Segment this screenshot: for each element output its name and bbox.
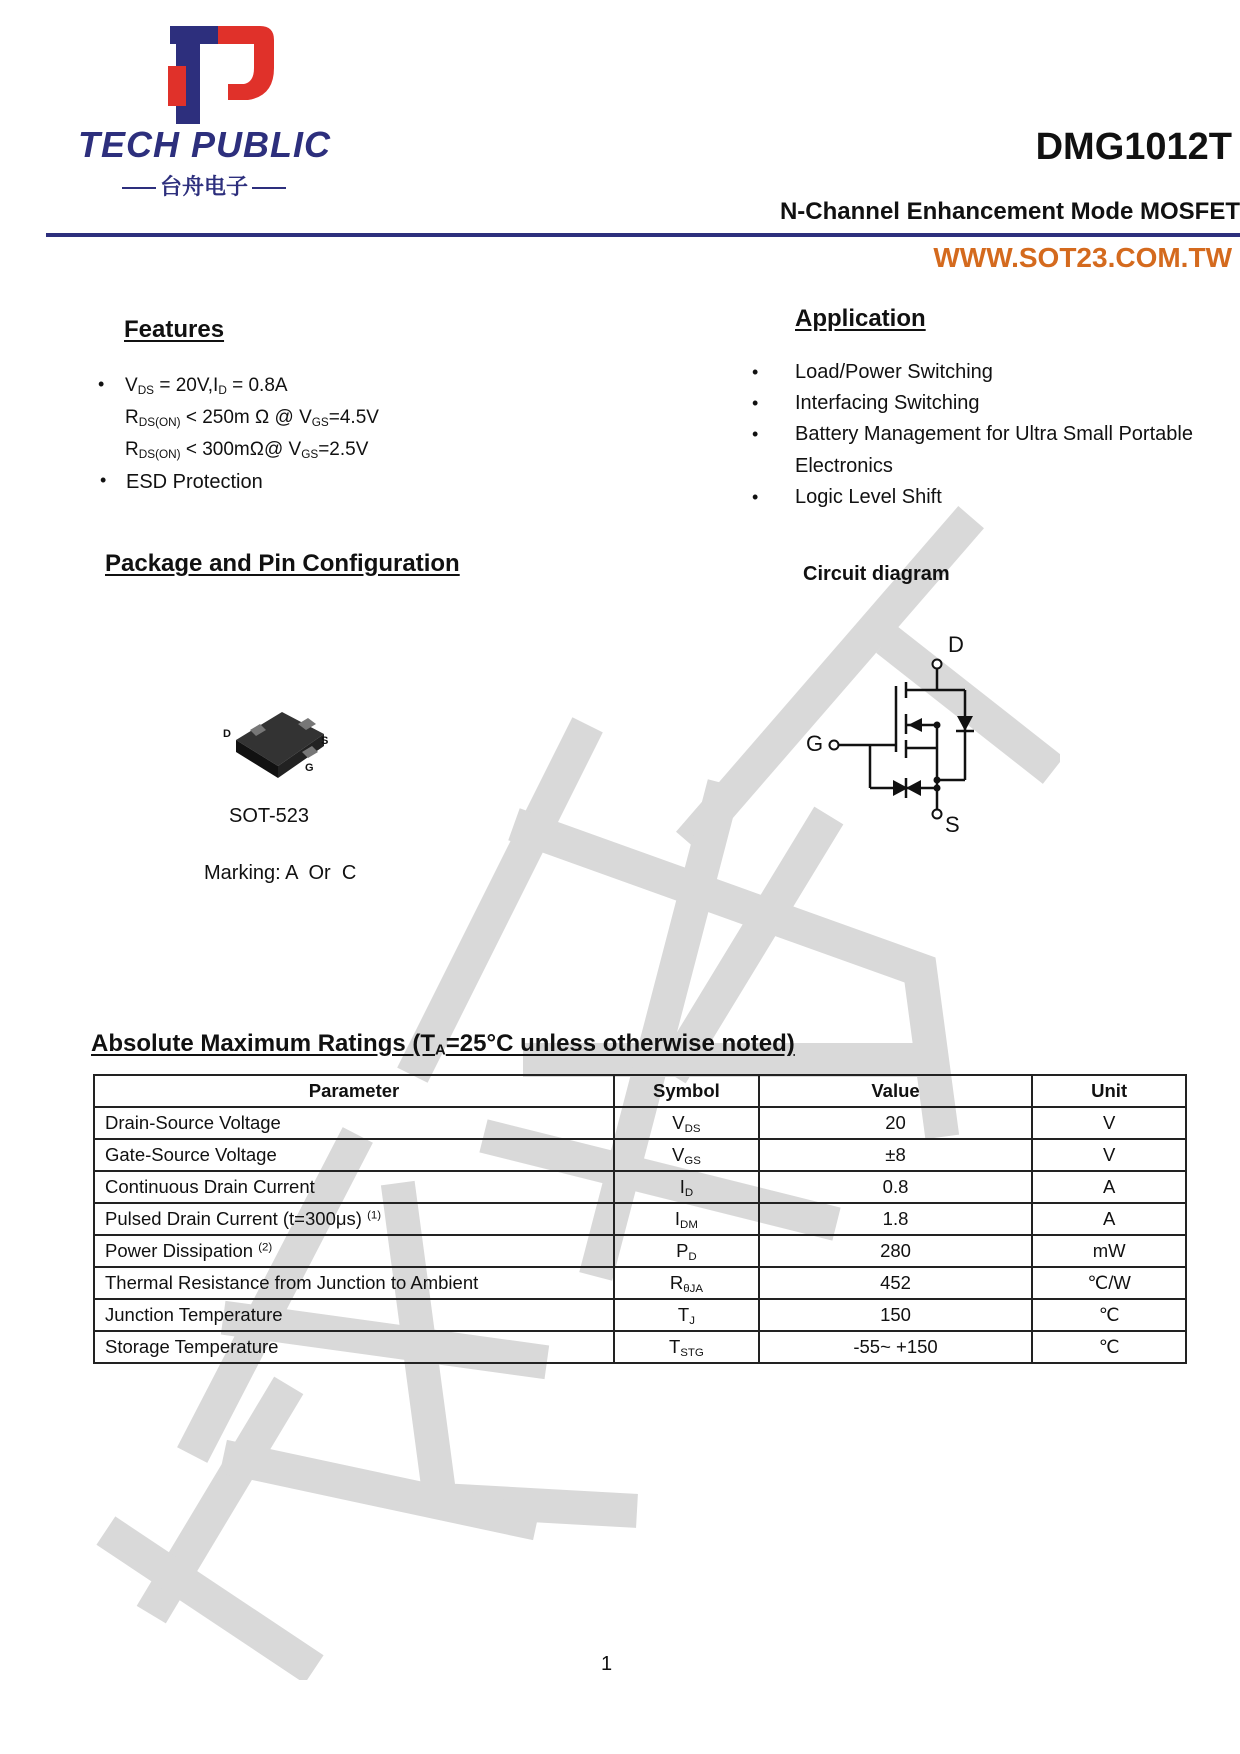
brand-logo	[78, 20, 331, 210]
table-row	[94, 1299, 1186, 1331]
value-cell: 0.8	[759, 1171, 1032, 1203]
symbol-cell: $V_{DS}$	[614, 1107, 759, 1139]
param-cell: Gate-Source Voltage	[94, 1139, 614, 1171]
bullet-icon: •	[100, 470, 107, 490]
unit-cell: V	[1032, 1107, 1186, 1139]
unit-cell: V	[1032, 1139, 1186, 1171]
ratings-table	[93, 1074, 1187, 1364]
value-cell: 20	[759, 1107, 1032, 1139]
table-row	[94, 1107, 1186, 1139]
feature-esd: ESD Protection	[126, 471, 263, 493]
feature-rdson-25: $R_{DS(ON)}$ < 300mΩ@ $V_{GS}=2.5V$	[125, 439, 369, 461]
symbol-cell: $I_{DM}$	[614, 1203, 759, 1235]
param-cell: Drain-Source Voltage	[94, 1107, 614, 1139]
bullet-icon: •	[752, 362, 759, 382]
logo-mark-icon	[78, 20, 318, 124]
table-row	[94, 1203, 1186, 1235]
unit-cell: mW	[1032, 1235, 1186, 1267]
column-header: Symbol	[614, 1075, 759, 1107]
header-divider	[46, 233, 1240, 237]
value-cell: 280	[759, 1235, 1032, 1267]
unit-cell: ℃	[1032, 1299, 1186, 1331]
unit-cell: A	[1032, 1171, 1186, 1203]
page-number: 1	[601, 1653, 613, 1675]
table-row	[94, 1139, 1186, 1171]
symbol-cell: $P_D$	[614, 1235, 759, 1267]
table-row	[94, 1331, 1186, 1363]
pin-label-d: D	[223, 728, 231, 740]
package-name: SOT-523	[229, 805, 310, 827]
circuit-title: Circuit diagram	[803, 563, 950, 585]
mosfet-schematic	[800, 630, 1000, 840]
bullet-icon: •	[98, 374, 105, 394]
feature-vds-id: $V_{DS} = 20V,I_D = 0.8A$	[125, 375, 288, 397]
table-header-row	[94, 1075, 1186, 1107]
symbol-cell: $I_D$	[614, 1171, 759, 1203]
pin-label-s: S	[321, 735, 329, 747]
column-header: Value	[759, 1075, 1032, 1107]
column-header: Parameter	[94, 1075, 614, 1107]
terminal-label-g: G	[806, 731, 824, 756]
brand-name: TECH PUBLIC	[78, 124, 331, 165]
application-item: Load/Power Switching	[795, 361, 993, 383]
application-title: Application	[795, 305, 926, 332]
bullet-icon: •	[752, 393, 759, 413]
value-cell: 150	[759, 1299, 1032, 1331]
part-number: DMG1012T	[1035, 126, 1232, 168]
symbol-cell: $T_J$	[614, 1299, 759, 1331]
value-cell: ±8	[759, 1139, 1032, 1171]
package-title: Package and Pin Configuration	[105, 550, 460, 577]
param-cell: Power Dissipation $^{(2)}$	[94, 1235, 614, 1267]
value-cell: 452	[759, 1267, 1032, 1299]
symbol-cell: $V_{GS}$	[614, 1139, 759, 1171]
application-item: Interfacing Switching	[795, 392, 980, 414]
brand-name-cn: 台舟电子	[118, 170, 290, 201]
device-subtitle: N-Channel Enhancement Mode MOSFET	[779, 198, 1240, 225]
param-cell: Thermal Resistance from Junction to Ambient	[94, 1267, 614, 1299]
param-cell: Junction Temperature	[94, 1299, 614, 1331]
application-item-continued: Electronics	[795, 455, 893, 477]
bullet-icon: •	[752, 487, 759, 507]
unit-cell: A	[1032, 1203, 1186, 1235]
unit-cell: ℃	[1032, 1331, 1186, 1363]
website-link[interactable]: WWW.SOT23.COM.TW	[933, 242, 1232, 273]
symbol-cell: $R_{\theta JA}$	[614, 1267, 759, 1299]
table-row	[94, 1171, 1186, 1203]
table-row	[94, 1235, 1186, 1267]
param-cell: Continuous Drain Current	[94, 1171, 614, 1203]
value-cell: -55~ +150	[759, 1331, 1032, 1363]
bullet-icon: •	[752, 424, 759, 444]
value-cell: 1.8	[759, 1203, 1032, 1235]
terminal-label-s: S	[945, 812, 960, 837]
unit-cell: ℃/W	[1032, 1267, 1186, 1299]
application-item: Battery Management for Ultra Small Portable	[795, 423, 1193, 445]
param-cell: Storage Temperature	[94, 1331, 614, 1363]
table-row	[94, 1267, 1186, 1299]
terminal-label-d: D	[948, 632, 964, 657]
feature-rdson-45: $R_{DS(ON)} < 250m$ Ω @ $V_{GS}=4.5V$	[125, 407, 379, 429]
package-marking: Marking: A Or C	[204, 862, 357, 884]
pin-label-g: G	[305, 762, 314, 774]
column-header: Unit	[1032, 1075, 1186, 1107]
symbol-cell: $T_{STG}$	[614, 1331, 759, 1363]
application-item: Logic Level Shift	[795, 486, 942, 508]
features-title: Features	[124, 316, 225, 343]
ratings-title: Absolute Maximum Ratings ($T_A=25^\circ C$ unless otherwise noted)	[91, 1030, 795, 1059]
param-cell: Pulsed Drain Current (t=300μs) $^{(1)}$	[94, 1203, 614, 1235]
